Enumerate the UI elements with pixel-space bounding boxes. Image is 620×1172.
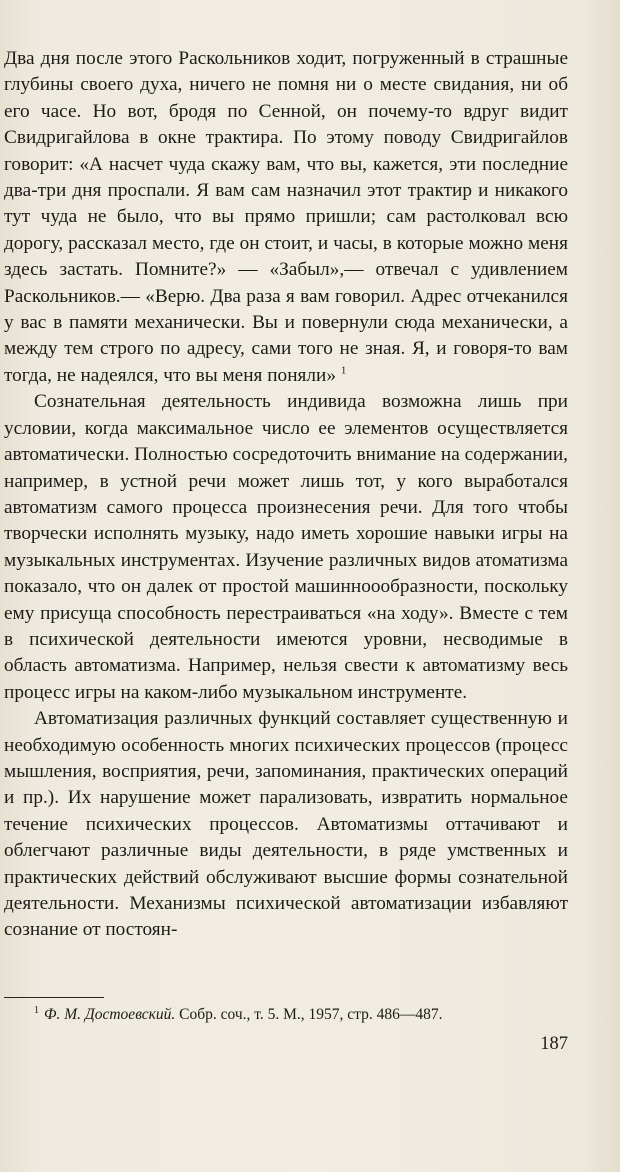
footnote-divider <box>4 997 104 998</box>
paragraph-3: Автоматизация различных функций составляет существенную и необходимую особенность многих психических процессов (процесс мышления, восприятия, речи, запоминания, практических операций и пр.). Их нарушение может парализовать, извратить нормальное течение психических процессов. Автоматизмы оттачивают и облегчают различные виды деятельности, в ряде умственных и практических действий обслуживают высшие формы сознательной деятельности. Механизмы психической автоматизации избавляют сознание от постоян- <box>4 708 568 941</box>
footnote-text: Собр. соч., т. 5. М., 1957, стр. 486—487. <box>175 1006 443 1023</box>
footnote-mark: 1 <box>34 1004 39 1016</box>
paragraph-2: Сознательная деятельность индивида возможна лишь при условии, когда максимальное число ее элементов осуществляется автоматически. Полностью сосредоточить внимание на содержании, например, в устной речи может лишь тот, у кого выработался автоматизм самого процесса произнесения речи. Для того чтобы творчески исполнять музыку, надо иметь хорошие навыки игры на музыкальных инструментах. Изучение различных видов атоматизма показало, что он далек от простой машинноообразности, поскольку ему присуща способность перестраиваться «на ходу». Вместе с тем в психической деятельности имеются уровни, несводимые в область автоматизма. Например, нельзя свести к автоматизму весь процесс игры на каком-либо музыкальном инструменте. <box>4 391 568 703</box>
main-text <box>4 46 568 944</box>
footnote-author: Ф. М. Достоевский. <box>44 1006 176 1023</box>
paragraph-1-text: Два дня после этого Раскольников ходит, погруженный в страшные глубины своего духа, ничего не помня ни о месте свидания, ни об его часе. Но вот, бродя по Сенной, он почему-то вдруг видит Свидригайлова в окне трактира. По этому поводу Свидригайлов говорит: «А насчет чуда скажу вам, что вы, кажется, эти последние два-три дня проспали. Я вам сам назначил этот трактир и никакого тут чуда не было, что вы прямо пришли; сам растолковал всю дорогу, рассказал место, где он стоит, и часы, в которые можно меня здесь застать. Помните?» — «Забыл»,— отвечал с удивлением Раскольников.— «Верю. Два раза я вам говорил. Адрес отчеканился у вас в памяти механически. Вы и повернули сюда механически, а между тем строго по адресу, сами того не зная. Я, и говоря-то вам тогда, не надеялся, что вы меня поняли» <box>4 48 568 386</box>
footnote-reference: 1 <box>340 364 347 377</box>
footnote <box>4 1004 568 1026</box>
paragraph-1 <box>4 46 568 389</box>
page-number: 187 <box>540 1034 568 1054</box>
